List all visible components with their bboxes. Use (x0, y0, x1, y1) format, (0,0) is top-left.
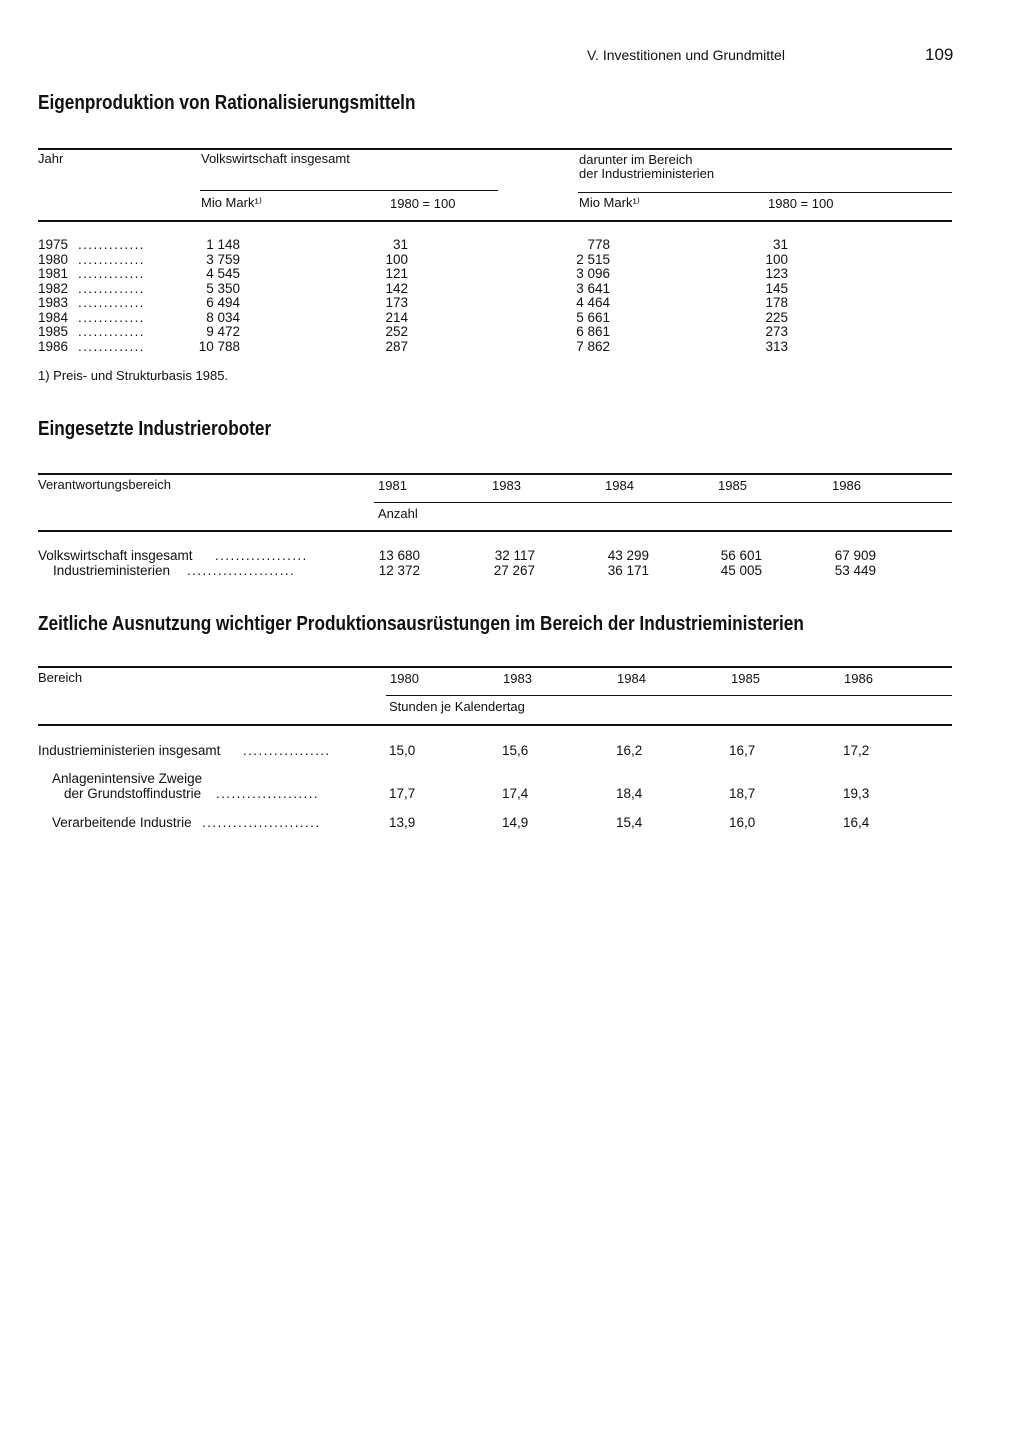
table3-row-label: der Grundstoffindustrie (64, 786, 202, 801)
table1-value-ministries-index: 273 (765, 324, 788, 339)
table3-row-label-line1: Anlagenintensive Zweige (52, 771, 203, 786)
table2-year-header: 1986 (832, 478, 861, 493)
table1-value-total-index: 214 (385, 309, 408, 325)
table3-row-label: Industrieministerien insgesamt (38, 743, 221, 758)
table1-value-ministries-index: 100 (765, 251, 788, 267)
table3-year-header: 1983 (503, 671, 532, 686)
table1-value-ministries-mio: 778 (587, 237, 610, 252)
table2-top-rule (38, 473, 952, 475)
table1-value-ministries-index: 225 (765, 309, 788, 325)
table3-cell: 19,3 (843, 786, 870, 801)
table1-value-ministries-index: 31 (772, 237, 788, 252)
table2-unit: Anzahl (378, 506, 418, 521)
leader-dots: ............. (78, 251, 145, 267)
table3-cell: 14,9 (502, 815, 529, 830)
table2-cell: 12 372 (378, 563, 420, 578)
table2-sub-rule (374, 502, 952, 503)
table1-sub-mio-2: Mio Mark¹⁾ (579, 195, 640, 210)
leader-dots: .................. (215, 548, 308, 563)
table1-year: 1986 (38, 338, 69, 354)
table3-year-header: 1986 (844, 671, 873, 686)
table1-sub-rule-2 (578, 192, 952, 193)
table1-value-ministries-index: 145 (765, 280, 788, 296)
table1-top-rule (38, 148, 952, 150)
table2-row-label: Industrieministerien (53, 563, 171, 578)
table1-value-total-index: 31 (392, 237, 408, 252)
table1-value-ministries-mio: 2 515 (576, 251, 610, 267)
table3-cell: 16,4 (843, 815, 870, 830)
table2-cell: 27 267 (493, 563, 535, 578)
table3-cell: 16,0 (729, 815, 756, 830)
table2-row-label: Volkswirtschaft insgesamt (38, 548, 193, 563)
table3-cell: 17,2 (843, 743, 870, 758)
table1-year: 1984 (38, 309, 69, 325)
table3-row-label: Verarbeitende Industrie (52, 815, 192, 830)
table1-value-ministries-mio: 5 661 (576, 309, 610, 325)
table1-value-total-index: 142 (385, 280, 408, 296)
table2-cell: 36 171 (607, 563, 649, 578)
table3-year-header: 1985 (731, 671, 760, 686)
table1-value-ministries-mio: 3 096 (576, 266, 610, 281)
table2-cell: 43 299 (607, 548, 649, 563)
table2-cell: 32 117 (494, 548, 535, 563)
table1-year: 1980 (38, 251, 69, 267)
table1-sub-index-1: 1980 = 100 (390, 196, 456, 211)
table1-value-total-mio: 10 788 (198, 338, 240, 354)
table2-year-header: 1985 (718, 478, 747, 493)
table2-cell: 13 680 (378, 548, 420, 563)
table2-year-header: 1984 (605, 478, 634, 493)
table1-year: 1981 (38, 266, 69, 281)
table3-cell: 15,0 (389, 743, 416, 758)
table1-value-ministries-index: 313 (765, 338, 788, 354)
table2-col-label: Verantwortungsbereich (38, 477, 171, 492)
table1-value-total-mio: 8 034 (206, 309, 240, 325)
leader-dots: ....................... (202, 815, 321, 830)
table3-cell: 17,7 (389, 786, 416, 801)
table1-value-total-mio: 4 545 (206, 266, 240, 281)
table1-value-ministries-mio: 7 862 (576, 338, 610, 354)
table1-value-ministries-mio: 3 641 (576, 280, 610, 296)
table1-value-ministries-index: 123 (765, 266, 788, 281)
table1-value-total-mio: 1 148 (206, 237, 240, 252)
table1-year: 1983 (38, 295, 69, 310)
table1-value-ministries-mio: 4 464 (576, 295, 610, 310)
table3-cell: 16,7 (729, 743, 756, 758)
leader-dots: ............. (78, 324, 145, 339)
leader-dots: ............. (78, 338, 145, 354)
table1-sub-rule-1 (200, 190, 498, 191)
table2-title: Eingesetzte Industrieroboter (38, 418, 272, 440)
table1-head-rule (38, 220, 952, 222)
table1-value-ministries-mio: 6 861 (576, 324, 610, 339)
table1-value-total-mio: 9 472 (206, 324, 240, 339)
table3-cell: 13,9 (389, 815, 416, 830)
table3-cell: 17,4 (502, 786, 529, 801)
table2-head-rule (38, 530, 952, 532)
table1-group-ministries-line2: der Industrieministerien (579, 166, 715, 181)
table3-title: Zeitliche Ausnutzung wichtiger Produktionsausrüstungen im Bereich der Industrieministerien (38, 613, 804, 635)
table1-sub-index-2: 1980 = 100 (768, 196, 834, 211)
leader-dots: ................. (243, 743, 331, 758)
table1-value-total-index: 173 (385, 295, 408, 310)
table2-year-header: 1981 (378, 478, 407, 493)
table1-year: 1975 (38, 237, 69, 252)
table2-cell: 56 601 (720, 548, 762, 563)
table3-year-header: 1984 (617, 671, 646, 686)
table3-head-rule (38, 724, 952, 726)
table1-year: 1985 (38, 324, 69, 339)
page-number: 109 (925, 45, 954, 64)
table3-top-rule (38, 666, 952, 668)
leader-dots: ............. (78, 295, 145, 310)
table1-title: Eigenproduktion von Rationalisierungsmitteln (38, 92, 416, 114)
table3-cell: 16,2 (616, 743, 643, 758)
table3-unit: Stunden je Kalendertag (389, 699, 525, 714)
table1-group-total: Volkswirtschaft insgesamt (201, 151, 350, 166)
table1-value-total-index: 121 (385, 266, 408, 281)
table1-col-year: Jahr (38, 151, 64, 166)
table1-value-total-index: 100 (385, 251, 408, 267)
table1-value-total-mio: 3 759 (206, 251, 240, 267)
table1-footnote: 1) Preis- und Strukturbasis 1985. (38, 368, 229, 383)
leader-dots: .................... (216, 786, 320, 801)
table2-year-header: 1983 (492, 478, 521, 493)
table1-value-total-mio: 5 350 (206, 280, 240, 296)
table1-value-total-index: 287 (385, 338, 408, 354)
table2-cell: 67 909 (834, 548, 876, 563)
table3-cell: 18,7 (729, 786, 756, 801)
table1-value-total-index: 252 (385, 324, 408, 339)
table3-year-header: 1980 (390, 671, 419, 686)
leader-dots: ..................... (187, 563, 296, 578)
table3-cell: 15,6 (502, 743, 529, 758)
table1-year: 1982 (38, 280, 69, 296)
table1-sub-mio-1: Mio Mark¹⁾ (201, 195, 262, 210)
table1-value-total-mio: 6 494 (206, 295, 240, 310)
leader-dots: ............. (78, 280, 145, 296)
table1-value-ministries-index: 178 (765, 295, 788, 310)
leader-dots: ............. (78, 309, 145, 325)
chapter-heading: V. Investitionen und Grundmittel (587, 47, 785, 63)
table3-sub-rule (386, 695, 952, 696)
table2-cell: 53 449 (834, 563, 876, 578)
table3-col-label: Bereich (38, 670, 83, 685)
table1-group-ministries-line1: darunter im Bereich (579, 152, 693, 167)
leader-dots: ............. (78, 266, 145, 281)
table3-cell: 18,4 (616, 786, 643, 801)
leader-dots: ............. (78, 237, 145, 252)
table2-cell: 45 005 (720, 563, 762, 578)
table3-cell: 15,4 (616, 815, 643, 830)
